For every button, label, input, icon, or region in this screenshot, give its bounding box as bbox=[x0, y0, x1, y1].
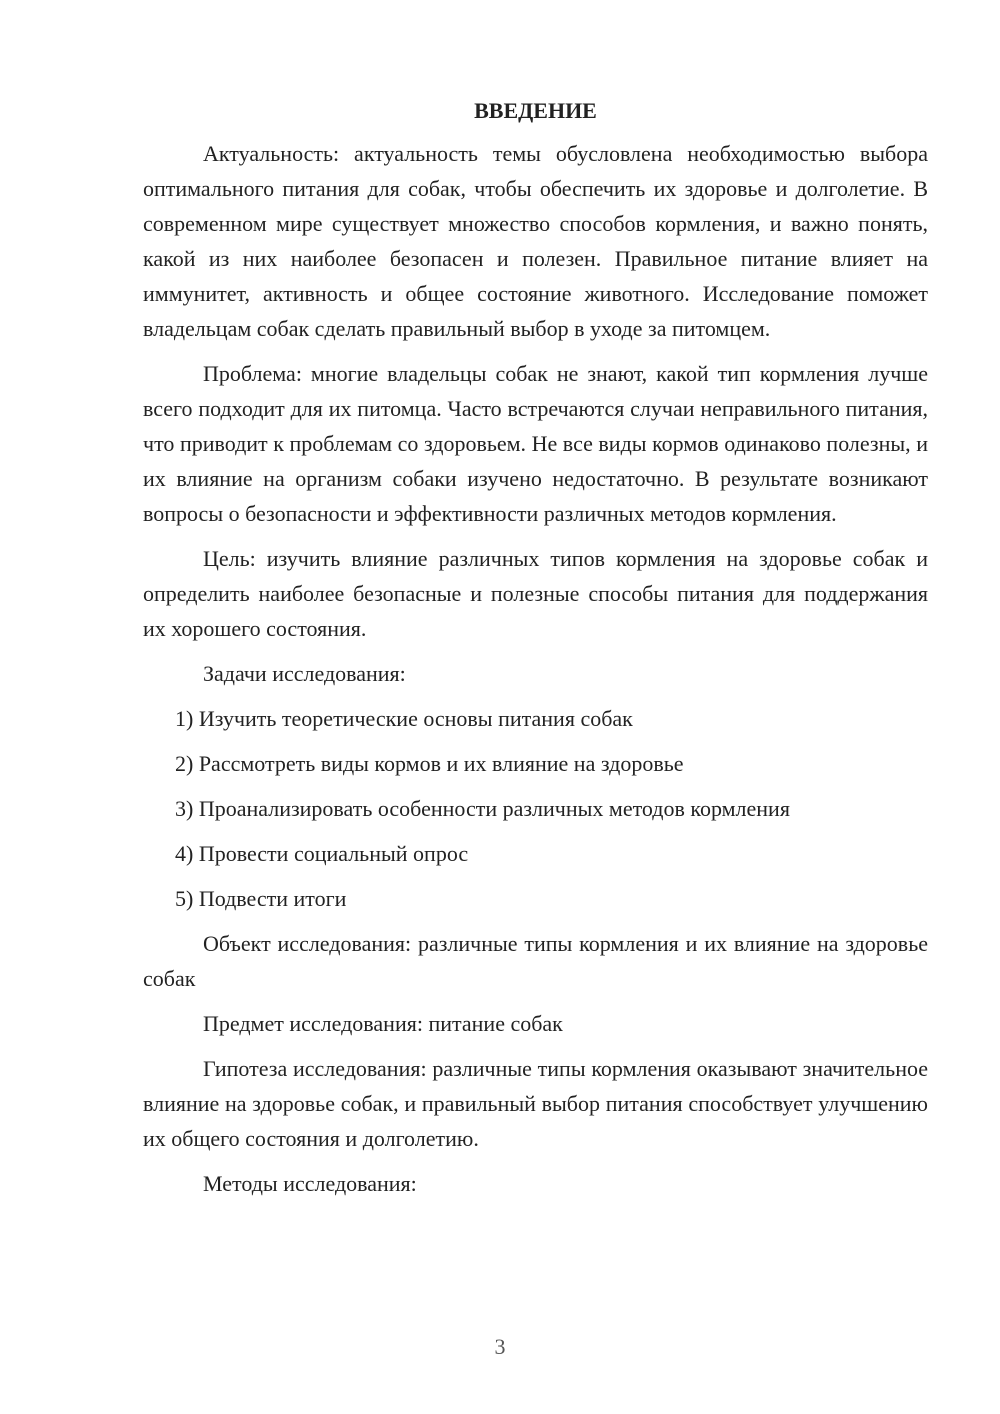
section-title: ВВЕДЕНИЕ bbox=[474, 98, 597, 123]
relevance-paragraph: Актуальность: актуальность темы обусловлена необходимостью выбора оптимального питания для собак, чтобы обеспечить их здоровье и долголетие. В современном мире существует множество способов кормления, и важно понять, какой из них наиболее безопасен и полезен. Правильное питание влияет на иммунитет, активность и общее состояние животного. Исследование поможет владельцам собак сделать правильный выбор в уходе за питомцем. bbox=[143, 141, 928, 341]
page-content bbox=[143, 96, 928, 1211]
object-paragraph: Объект исследования: различные типы кормления и их влияние на здоровье собак bbox=[143, 931, 928, 991]
task-item-1: 1) Изучить теоретические основы питания собак bbox=[175, 706, 633, 731]
problem-paragraph: Проблема: многие владельцы собак не знают, какой тип кормления лучше всего подходит для их питомца. Часто встречаются случаи неправильного питания, что приводит к проблемам со здоровьем. Не все виды кормов одинаково полезны, и их влияние на организм собаки изучено недостаточно. В результате возникают вопросы о безопасности и эффективности различных методов кормления. bbox=[143, 361, 928, 526]
task-item-4: 4) Провести социальный опрос bbox=[175, 841, 469, 866]
task-item-3: 3) Проанализировать особенности различных методов кормления bbox=[175, 796, 790, 821]
hypothesis-paragraph: Гипотеза исследования: различные типы кормления оказывают значительное влияние на здоровье собак, и правильный выбор питания способствует улучшению их общего состояния и долголетию. bbox=[143, 1056, 928, 1151]
subject-paragraph: Предмет исследования: питание собак bbox=[203, 1011, 563, 1036]
tasks-heading: Задачи исследования: bbox=[203, 661, 406, 686]
page-number: 3 bbox=[494, 1334, 506, 1359]
tasks-list bbox=[143, 701, 928, 916]
methods-heading: Методы исследования: bbox=[203, 1171, 417, 1196]
task-item-5: 5) Подвести итоги bbox=[175, 886, 347, 911]
task-item-2: 2) Рассмотреть виды кормов и их влияние на здоровье bbox=[175, 751, 684, 776]
goal-paragraph: Цель: изучить влияние различных типов кормления на здоровье собак и определить наиболее безопасные и полезные способы питания для поддержания их хорошего состояния. bbox=[143, 546, 928, 641]
